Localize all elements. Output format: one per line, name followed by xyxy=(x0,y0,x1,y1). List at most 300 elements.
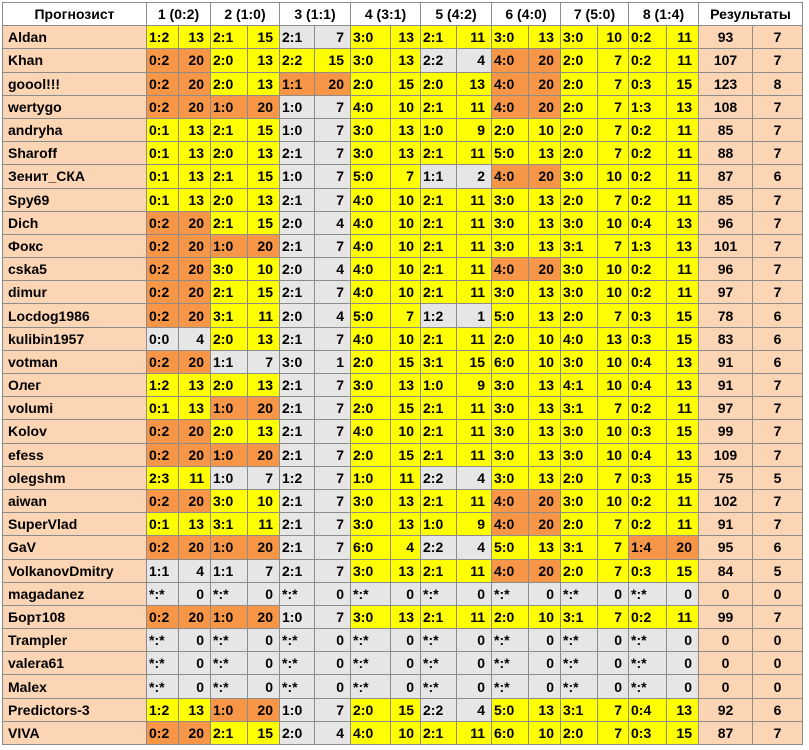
prediction-points[interactable]: 11 xyxy=(667,605,699,628)
prediction-points[interactable]: 15 xyxy=(391,443,421,466)
prediction-points[interactable]: 7 xyxy=(598,142,629,165)
prediction-score[interactable]: 2:1 xyxy=(421,443,457,466)
prediction-score[interactable]: 3:0 xyxy=(351,513,391,536)
prediction-score[interactable]: 0:0 xyxy=(147,327,179,350)
prediction-points[interactable]: 13 xyxy=(179,165,211,188)
prediction-points[interactable]: 11 xyxy=(248,304,280,327)
prediction-score[interactable]: 1:0 xyxy=(280,165,315,188)
result-total[interactable]: 75 xyxy=(699,466,753,489)
prediction-score[interactable]: *:* xyxy=(211,629,248,652)
prediction-points[interactable]: 7 xyxy=(598,304,629,327)
prediction-score[interactable]: 0:2 xyxy=(147,536,179,559)
prediction-score[interactable]: 2:0 xyxy=(492,605,529,628)
prediction-points[interactable]: 4 xyxy=(457,698,492,721)
prediction-score[interactable]: 3:0 xyxy=(492,374,529,397)
prediction-points[interactable]: 10 xyxy=(529,118,561,141)
prediction-score[interactable]: 3:0 xyxy=(561,489,598,512)
forecaster-name[interactable]: olegshm xyxy=(3,466,147,489)
prediction-points[interactable]: 13 xyxy=(529,26,561,49)
prediction-points[interactable]: 7 xyxy=(315,420,351,443)
prediction-score[interactable]: 1:0 xyxy=(211,234,248,257)
prediction-points[interactable]: 10 xyxy=(598,211,629,234)
prediction-score[interactable]: 3:0 xyxy=(492,188,529,211)
forecaster-name[interactable]: Aldan xyxy=(3,26,147,49)
prediction-points[interactable]: 20 xyxy=(179,211,211,234)
prediction-points[interactable]: 20 xyxy=(179,721,211,744)
prediction-points[interactable]: 10 xyxy=(248,489,280,512)
prediction-score[interactable]: 0:2 xyxy=(147,49,179,72)
prediction-points[interactable]: 10 xyxy=(391,721,421,744)
prediction-score[interactable]: 2:0 xyxy=(211,72,248,95)
prediction-score[interactable]: 3:0 xyxy=(211,258,248,281)
prediction-score[interactable]: 3:0 xyxy=(561,165,598,188)
prediction-score[interactable]: 0:2 xyxy=(147,350,179,373)
prediction-score[interactable]: *:* xyxy=(351,675,391,698)
prediction-score[interactable]: 3:1 xyxy=(211,513,248,536)
result-total[interactable]: 92 xyxy=(699,698,753,721)
prediction-score[interactable]: 4:0 xyxy=(492,165,529,188)
prediction-points[interactable]: 4 xyxy=(391,536,421,559)
prediction-points[interactable]: 13 xyxy=(248,49,280,72)
result-count[interactable]: 5 xyxy=(753,466,803,489)
prediction-points[interactable]: 11 xyxy=(667,165,699,188)
prediction-score[interactable]: 1:0 xyxy=(280,95,315,118)
prediction-score[interactable]: *:* xyxy=(351,652,391,675)
prediction-score[interactable]: 0:2 xyxy=(147,95,179,118)
prediction-points[interactable]: 20 xyxy=(179,49,211,72)
prediction-points[interactable]: 13 xyxy=(391,605,421,628)
prediction-score[interactable]: 3:0 xyxy=(492,443,529,466)
result-count[interactable]: 7 xyxy=(753,397,803,420)
prediction-points[interactable]: 13 xyxy=(391,513,421,536)
prediction-score[interactable]: 4:0 xyxy=(351,188,391,211)
prediction-score[interactable]: 0:2 xyxy=(147,258,179,281)
result-count[interactable]: 6 xyxy=(753,698,803,721)
prediction-points[interactable]: 13 xyxy=(529,304,561,327)
prediction-score[interactable]: *:* xyxy=(561,629,598,652)
prediction-points[interactable]: 11 xyxy=(457,211,492,234)
prediction-points[interactable]: 10 xyxy=(598,489,629,512)
prediction-score[interactable]: 2:1 xyxy=(421,559,457,582)
result-count[interactable]: 7 xyxy=(753,605,803,628)
prediction-points[interactable]: 7 xyxy=(598,513,629,536)
prediction-points[interactable]: 11 xyxy=(457,142,492,165)
prediction-points[interactable]: 13 xyxy=(529,420,561,443)
prediction-points[interactable]: 9 xyxy=(457,374,492,397)
forecaster-name[interactable]: efess xyxy=(3,443,147,466)
prediction-points[interactable]: 13 xyxy=(179,142,211,165)
prediction-score[interactable]: 1:2 xyxy=(421,304,457,327)
prediction-points[interactable]: 7 xyxy=(598,559,629,582)
prediction-points[interactable]: 15 xyxy=(248,211,280,234)
forecaster-name[interactable]: Khan xyxy=(3,49,147,72)
prediction-points[interactable]: 15 xyxy=(391,698,421,721)
forecaster-name[interactable]: Predictors-3 xyxy=(3,698,147,721)
prediction-points[interactable]: 7 xyxy=(391,165,421,188)
prediction-points[interactable]: 13 xyxy=(248,327,280,350)
prediction-score[interactable]: 3:0 xyxy=(492,281,529,304)
prediction-score[interactable]: 1:3 xyxy=(629,234,667,257)
prediction-score[interactable]: 2:1 xyxy=(421,95,457,118)
prediction-points[interactable]: 11 xyxy=(667,258,699,281)
prediction-score[interactable]: 0:2 xyxy=(147,420,179,443)
prediction-score[interactable]: 3:0 xyxy=(351,49,391,72)
prediction-score[interactable]: 1:2 xyxy=(147,698,179,721)
result-total[interactable]: 99 xyxy=(699,605,753,628)
result-total[interactable]: 87 xyxy=(699,721,753,744)
prediction-points[interactable]: 20 xyxy=(529,489,561,512)
prediction-points[interactable]: 7 xyxy=(391,304,421,327)
prediction-points[interactable]: 0 xyxy=(179,629,211,652)
prediction-points[interactable]: 1 xyxy=(457,304,492,327)
prediction-points[interactable]: 20 xyxy=(179,605,211,628)
prediction-points[interactable]: 15 xyxy=(391,72,421,95)
prediction-score[interactable]: 3:1 xyxy=(561,234,598,257)
prediction-points[interactable]: 4 xyxy=(457,536,492,559)
prediction-score[interactable]: *:* xyxy=(492,675,529,698)
prediction-points[interactable]: 20 xyxy=(315,72,351,95)
prediction-score[interactable]: 2:0 xyxy=(561,72,598,95)
prediction-points[interactable]: 10 xyxy=(598,350,629,373)
prediction-points[interactable]: 10 xyxy=(248,258,280,281)
prediction-points[interactable]: 13 xyxy=(391,559,421,582)
prediction-score[interactable]: 2:2 xyxy=(421,698,457,721)
prediction-points[interactable]: 20 xyxy=(529,513,561,536)
prediction-points[interactable]: 0 xyxy=(598,629,629,652)
prediction-score[interactable]: 1:0 xyxy=(211,95,248,118)
prediction-score[interactable]: *:* xyxy=(147,582,179,605)
prediction-points[interactable]: 20 xyxy=(248,95,280,118)
prediction-points[interactable]: 1 xyxy=(315,350,351,373)
prediction-points[interactable]: 15 xyxy=(248,26,280,49)
prediction-points[interactable]: 11 xyxy=(457,234,492,257)
prediction-points[interactable]: 10 xyxy=(529,721,561,744)
prediction-score[interactable]: 5:0 xyxy=(351,304,391,327)
prediction-points[interactable]: 20 xyxy=(529,258,561,281)
prediction-score[interactable]: 3:0 xyxy=(492,26,529,49)
prediction-points[interactable]: 4 xyxy=(179,327,211,350)
prediction-points[interactable]: 10 xyxy=(391,281,421,304)
prediction-score[interactable]: 3:1 xyxy=(211,304,248,327)
prediction-score[interactable]: 0:2 xyxy=(147,281,179,304)
prediction-score[interactable]: 2:1 xyxy=(421,605,457,628)
prediction-score[interactable]: 3:0 xyxy=(351,489,391,512)
prediction-points[interactable]: 20 xyxy=(179,489,211,512)
prediction-score[interactable]: 6:0 xyxy=(351,536,391,559)
prediction-points[interactable]: 15 xyxy=(391,397,421,420)
prediction-score[interactable]: 2:3 xyxy=(147,466,179,489)
prediction-score[interactable]: 1:3 xyxy=(629,95,667,118)
header-match-7[interactable]: 7 (5:0) xyxy=(561,3,629,26)
prediction-points[interactable]: 4 xyxy=(179,559,211,582)
prediction-score[interactable]: 3:1 xyxy=(561,698,598,721)
prediction-score[interactable]: 3:0 xyxy=(492,466,529,489)
forecaster-name[interactable]: wertygo xyxy=(3,95,147,118)
result-total[interactable]: 91 xyxy=(699,350,753,373)
prediction-score[interactable]: 1:1 xyxy=(421,165,457,188)
prediction-points[interactable]: 7 xyxy=(315,698,351,721)
prediction-points[interactable]: 0 xyxy=(248,652,280,675)
forecaster-name[interactable]: GaV xyxy=(3,536,147,559)
prediction-points[interactable]: 0 xyxy=(667,629,699,652)
forecaster-name[interactable]: Kolov xyxy=(3,420,147,443)
prediction-points[interactable]: 11 xyxy=(457,489,492,512)
prediction-points[interactable]: 15 xyxy=(667,559,699,582)
result-total[interactable]: 85 xyxy=(699,188,753,211)
prediction-points[interactable]: 11 xyxy=(667,49,699,72)
prediction-score[interactable]: *:* xyxy=(561,652,598,675)
result-total[interactable]: 0 xyxy=(699,582,753,605)
prediction-points[interactable]: 0 xyxy=(457,582,492,605)
prediction-score[interactable]: 2:0 xyxy=(561,721,598,744)
result-total[interactable]: 0 xyxy=(699,675,753,698)
prediction-points[interactable]: 7 xyxy=(598,698,629,721)
prediction-points[interactable]: 7 xyxy=(315,26,351,49)
prediction-points[interactable]: 20 xyxy=(248,443,280,466)
result-total[interactable]: 108 xyxy=(699,95,753,118)
prediction-score[interactable]: 3:0 xyxy=(492,420,529,443)
prediction-points[interactable]: 4 xyxy=(315,258,351,281)
forecaster-name[interactable]: Dich xyxy=(3,211,147,234)
result-count[interactable]: 0 xyxy=(753,582,803,605)
prediction-points[interactable]: 11 xyxy=(667,397,699,420)
prediction-points[interactable]: 15 xyxy=(667,304,699,327)
prediction-points[interactable]: 10 xyxy=(598,374,629,397)
prediction-score[interactable]: 0:2 xyxy=(629,489,667,512)
prediction-points[interactable]: 13 xyxy=(179,118,211,141)
forecaster-name[interactable]: Malex xyxy=(3,675,147,698)
prediction-score[interactable]: 3:0 xyxy=(561,443,598,466)
prediction-points[interactable]: 11 xyxy=(457,443,492,466)
prediction-score[interactable]: 0:1 xyxy=(147,397,179,420)
prediction-points[interactable]: 10 xyxy=(529,605,561,628)
prediction-score[interactable]: 2:1 xyxy=(280,26,315,49)
result-total[interactable]: 123 xyxy=(699,72,753,95)
result-total[interactable]: 107 xyxy=(699,49,753,72)
prediction-score[interactable]: *:* xyxy=(629,582,667,605)
prediction-points[interactable]: 10 xyxy=(529,327,561,350)
prediction-points[interactable]: 11 xyxy=(667,118,699,141)
prediction-score[interactable]: 3:0 xyxy=(351,118,391,141)
prediction-score[interactable]: 3:0 xyxy=(561,281,598,304)
prediction-score[interactable]: 0:2 xyxy=(629,513,667,536)
prediction-points[interactable]: 13 xyxy=(529,443,561,466)
prediction-points[interactable]: 13 xyxy=(391,26,421,49)
prediction-points[interactable]: 20 xyxy=(529,559,561,582)
prediction-points[interactable]: 0 xyxy=(179,675,211,698)
header-match-6[interactable]: 6 (4:0) xyxy=(492,3,561,26)
prediction-points[interactable]: 0 xyxy=(457,675,492,698)
prediction-score[interactable]: 1:0 xyxy=(421,118,457,141)
prediction-points[interactable]: 11 xyxy=(248,513,280,536)
prediction-score[interactable]: 2:1 xyxy=(280,281,315,304)
prediction-score[interactable]: 3:1 xyxy=(421,350,457,373)
prediction-points[interactable]: 11 xyxy=(179,466,211,489)
prediction-points[interactable]: 11 xyxy=(457,420,492,443)
forecaster-name[interactable]: Зенит_СКА xyxy=(3,165,147,188)
prediction-score[interactable]: 4:0 xyxy=(492,95,529,118)
prediction-score[interactable]: *:* xyxy=(421,652,457,675)
prediction-score[interactable]: 0:4 xyxy=(629,211,667,234)
prediction-score[interactable]: 4:0 xyxy=(351,95,391,118)
prediction-score[interactable]: 3:0 xyxy=(280,350,315,373)
prediction-score[interactable]: *:* xyxy=(280,629,315,652)
prediction-score[interactable]: *:* xyxy=(629,629,667,652)
prediction-points[interactable]: 0 xyxy=(248,675,280,698)
prediction-points[interactable]: 10 xyxy=(598,258,629,281)
prediction-points[interactable]: 13 xyxy=(667,211,699,234)
prediction-score[interactable]: 2:1 xyxy=(280,559,315,582)
forecaster-name[interactable]: Борт108 xyxy=(3,605,147,628)
prediction-points[interactable]: 7 xyxy=(598,49,629,72)
prediction-points[interactable]: 10 xyxy=(598,443,629,466)
prediction-score[interactable]: *:* xyxy=(561,675,598,698)
prediction-score[interactable]: 4:0 xyxy=(351,258,391,281)
prediction-score[interactable]: 2:0 xyxy=(351,698,391,721)
prediction-score[interactable]: 0:4 xyxy=(629,374,667,397)
prediction-points[interactable]: 7 xyxy=(315,374,351,397)
prediction-points[interactable]: 13 xyxy=(529,698,561,721)
result-count[interactable]: 7 xyxy=(753,26,803,49)
prediction-score[interactable]: 0:2 xyxy=(147,721,179,744)
prediction-points[interactable]: 20 xyxy=(179,258,211,281)
prediction-points[interactable]: 7 xyxy=(315,605,351,628)
prediction-score[interactable]: 0:2 xyxy=(629,165,667,188)
prediction-points[interactable]: 13 xyxy=(529,466,561,489)
prediction-score[interactable]: 0:3 xyxy=(629,304,667,327)
prediction-points[interactable]: 4 xyxy=(315,721,351,744)
prediction-score[interactable]: 2:1 xyxy=(421,26,457,49)
prediction-points[interactable]: 0 xyxy=(248,582,280,605)
prediction-score[interactable]: 2:0 xyxy=(351,397,391,420)
prediction-points[interactable]: 0 xyxy=(598,675,629,698)
prediction-points[interactable]: 7 xyxy=(598,72,629,95)
prediction-points[interactable]: 11 xyxy=(457,188,492,211)
prediction-score[interactable]: 4:0 xyxy=(561,327,598,350)
prediction-score[interactable]: 2:1 xyxy=(211,211,248,234)
prediction-points[interactable]: 20 xyxy=(248,536,280,559)
prediction-score[interactable]: 0:2 xyxy=(147,304,179,327)
prediction-score[interactable]: 0:2 xyxy=(147,211,179,234)
prediction-score[interactable]: 2:0 xyxy=(561,466,598,489)
prediction-points[interactable]: 13 xyxy=(179,397,211,420)
prediction-points[interactable]: 4 xyxy=(457,466,492,489)
prediction-points[interactable]: 0 xyxy=(179,652,211,675)
prediction-points[interactable]: 15 xyxy=(248,281,280,304)
prediction-score[interactable]: 2:2 xyxy=(421,466,457,489)
prediction-points[interactable]: 7 xyxy=(598,234,629,257)
prediction-score[interactable]: *:* xyxy=(351,582,391,605)
prediction-score[interactable]: 1:0 xyxy=(421,513,457,536)
result-count[interactable]: 7 xyxy=(753,234,803,257)
prediction-score[interactable]: 2:0 xyxy=(421,72,457,95)
prediction-points[interactable]: 13 xyxy=(529,374,561,397)
prediction-score[interactable]: 4:0 xyxy=(351,327,391,350)
prediction-points[interactable]: 20 xyxy=(179,95,211,118)
result-count[interactable]: 5 xyxy=(753,559,803,582)
prediction-points[interactable]: 10 xyxy=(391,258,421,281)
prediction-score[interactable]: 0:2 xyxy=(147,234,179,257)
prediction-points[interactable]: 10 xyxy=(391,420,421,443)
prediction-score[interactable]: *:* xyxy=(629,652,667,675)
prediction-score[interactable]: 2:0 xyxy=(561,188,598,211)
prediction-points[interactable]: 20 xyxy=(667,536,699,559)
prediction-points[interactable]: 15 xyxy=(457,350,492,373)
prediction-points[interactable]: 11 xyxy=(667,26,699,49)
prediction-points[interactable]: 10 xyxy=(529,350,561,373)
prediction-score[interactable]: *:* xyxy=(280,675,315,698)
prediction-points[interactable]: 7 xyxy=(598,466,629,489)
prediction-score[interactable]: *:* xyxy=(147,675,179,698)
result-count[interactable]: 6 xyxy=(753,304,803,327)
prediction-points[interactable]: 7 xyxy=(315,234,351,257)
prediction-points[interactable]: 13 xyxy=(529,234,561,257)
prediction-points[interactable]: 0 xyxy=(391,629,421,652)
prediction-points[interactable]: 7 xyxy=(315,559,351,582)
prediction-score[interactable]: *:* xyxy=(211,675,248,698)
prediction-score[interactable]: 3:0 xyxy=(351,374,391,397)
prediction-points[interactable]: 13 xyxy=(391,49,421,72)
prediction-score[interactable]: 2:0 xyxy=(561,118,598,141)
result-count[interactable]: 7 xyxy=(753,258,803,281)
prediction-score[interactable]: 0:2 xyxy=(629,49,667,72)
prediction-score[interactable]: 2:0 xyxy=(280,211,315,234)
prediction-points[interactable]: 20 xyxy=(248,698,280,721)
prediction-score[interactable]: 1:4 xyxy=(629,536,667,559)
prediction-points[interactable]: 0 xyxy=(315,652,351,675)
result-total[interactable]: 102 xyxy=(699,489,753,512)
prediction-points[interactable]: 4 xyxy=(457,49,492,72)
header-match-2[interactable]: 2 (1:0) xyxy=(211,3,280,26)
prediction-points[interactable]: 15 xyxy=(248,721,280,744)
prediction-points[interactable]: 7 xyxy=(315,536,351,559)
forecaster-name[interactable]: valera61 xyxy=(3,652,147,675)
prediction-points[interactable]: 13 xyxy=(248,374,280,397)
result-total[interactable]: 0 xyxy=(699,629,753,652)
prediction-points[interactable]: 10 xyxy=(391,188,421,211)
prediction-score[interactable]: 1:0 xyxy=(211,466,248,489)
forecaster-name[interactable]: Spy69 xyxy=(3,188,147,211)
prediction-score[interactable]: 3:0 xyxy=(492,397,529,420)
prediction-points[interactable]: 0 xyxy=(529,652,561,675)
prediction-score[interactable]: 1:0 xyxy=(421,374,457,397)
prediction-score[interactable]: 2:0 xyxy=(561,49,598,72)
prediction-score[interactable]: 1:1 xyxy=(280,72,315,95)
prediction-points[interactable]: 7 xyxy=(315,118,351,141)
prediction-score[interactable]: 2:1 xyxy=(421,420,457,443)
forecaster-name[interactable]: votman xyxy=(3,350,147,373)
result-total[interactable]: 93 xyxy=(699,26,753,49)
prediction-points[interactable]: 20 xyxy=(179,443,211,466)
prediction-score[interactable]: 4:0 xyxy=(492,49,529,72)
header-match-8[interactable]: 8 (1:4) xyxy=(629,3,699,26)
prediction-score[interactable]: 2:0 xyxy=(280,721,315,744)
prediction-score[interactable]: 2:1 xyxy=(211,281,248,304)
prediction-score[interactable]: 4:0 xyxy=(492,489,529,512)
prediction-points[interactable]: 7 xyxy=(315,142,351,165)
prediction-score[interactable]: 2:1 xyxy=(280,397,315,420)
header-results[interactable]: Результаты xyxy=(699,3,803,26)
prediction-score[interactable]: 2:2 xyxy=(280,49,315,72)
prediction-score[interactable]: 0:2 xyxy=(629,188,667,211)
prediction-score[interactable]: 0:2 xyxy=(629,397,667,420)
prediction-points[interactable]: 11 xyxy=(667,489,699,512)
prediction-points[interactable]: 7 xyxy=(315,443,351,466)
prediction-score[interactable]: 2:1 xyxy=(421,258,457,281)
prediction-points[interactable]: 10 xyxy=(598,26,629,49)
prediction-score[interactable]: *:* xyxy=(280,652,315,675)
prediction-points[interactable]: 13 xyxy=(248,72,280,95)
